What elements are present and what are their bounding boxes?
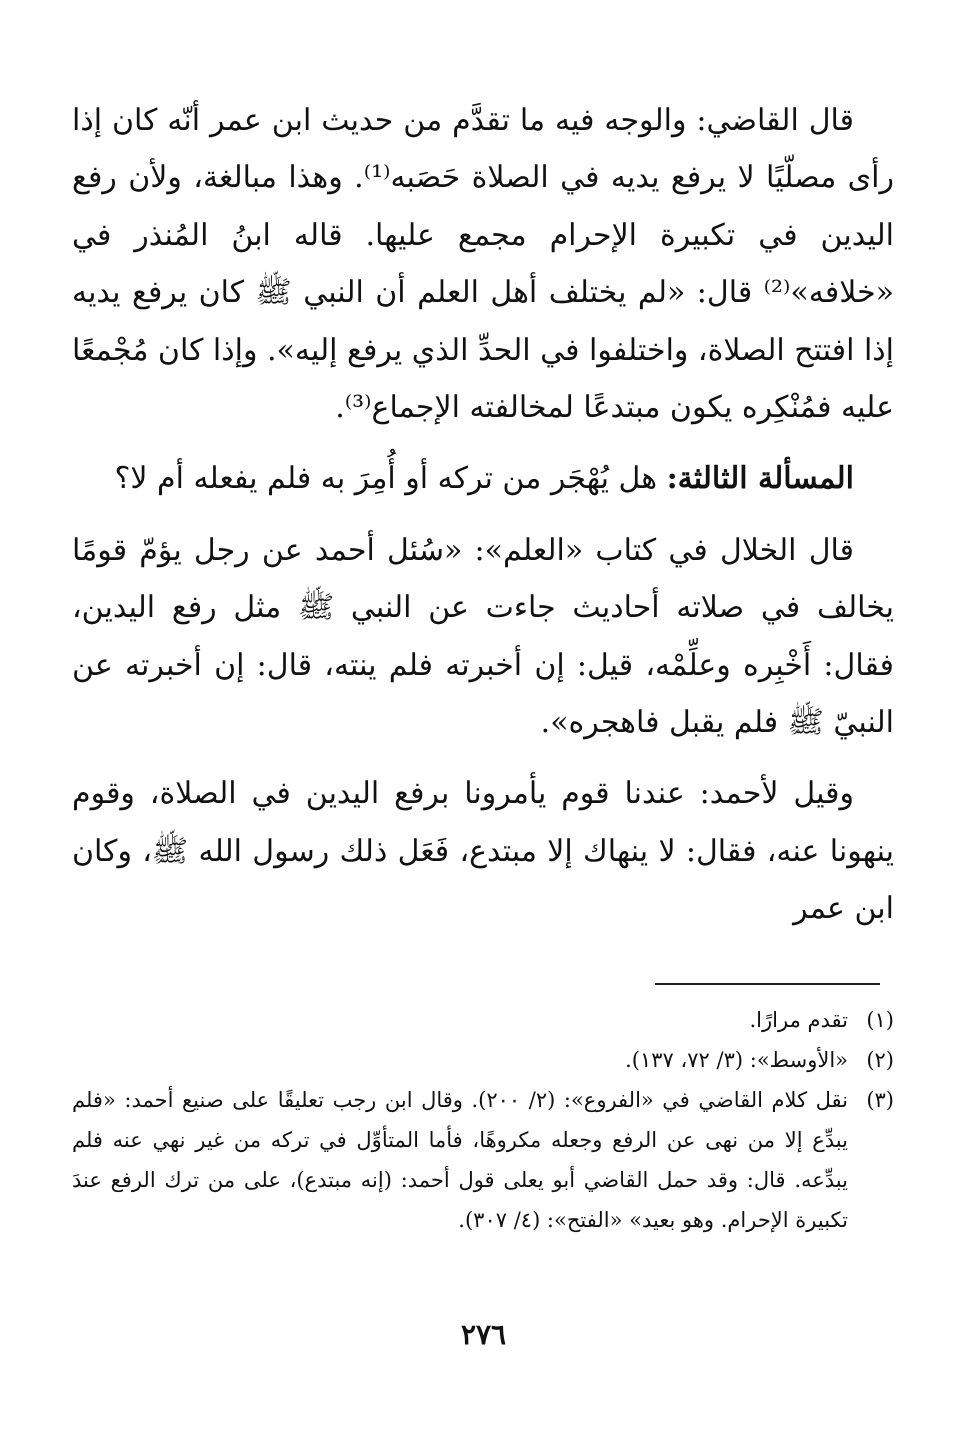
- footnotes: [72, 1000, 894, 1240]
- paragraph-3: وقيل لأحمد: عندنا قوم يأمرونا برفع اليدين في الصلاة، وقوم ينهونا عنه، فقال: لا ينهاك إلا مبتدع، فَعَل ذلك رسول الله ﷺ، وكان ابن عمر: [72, 776, 894, 927]
- main-text: [72, 92, 894, 938]
- footnote-separator: [655, 983, 880, 985]
- footnote-text: «الأوسط»: (٣/ ٧٢، ١٣٧).: [625, 1048, 848, 1072]
- heading-text: هل يُهْجَر من تركه أو أُمِرَ به فلم يفعله أم لا؟: [114, 461, 667, 497]
- section-heading: [72, 450, 894, 507]
- footnote-3: [72, 1080, 894, 1240]
- footnote-number: (١): [866, 1008, 894, 1032]
- footnote-2: [72, 1040, 894, 1080]
- footnote-text: تقدم مرارًا.: [749, 1008, 848, 1032]
- paragraph-1: قال القاضي: والوجه فيه ما تقدَّم من حديث ابن عمر أنّه كان إذا رأى مصلّيًا لا يرفع يديه في الصلاة حَصَبه⁽¹⁾. وهذا مبالغة، ولأن رفع اليدين في تكبيرة الإحرام مجمع عليها. قاله ابنُ المُنذر في «خلافه»⁽²⁾ قال: «لم يختلف أهل العلم أن النبي ﷺ كان يرفع يديه إذا افتتح الصلاة، واختلفوا في الحدِّ الذي يرفع إليه». وإذا كان مُجْمعًا عليه فمُنْكِره يكون مبتدعًا لمخالفته الإجماع⁽³⁾.: [72, 103, 894, 426]
- footnote-number: (٣): [866, 1088, 894, 1112]
- paragraph-2: قال الخلال في كتاب «العلم»: «سُئل أحمد عن رجل يؤمّ قومًا يخالف في صلاته أحاديث جاءت عن النبي ﷺ مثل رفع اليدين، فقال: أَخْبِره وعلِّمْه، قيل: إن أخبرته فلم ينته، قال: إن أخبرته عن النبيّ ﷺ فلم يقبل فاهجره».: [72, 532, 894, 741]
- footnote-number: (٢): [866, 1048, 894, 1072]
- page-number: ٢٧٦: [460, 1318, 507, 1351]
- footnote-1: [72, 1000, 894, 1040]
- footnote-text: نقل كلام القاضي في «الفروع»: (٢/ ٢٠٠). وقال ابن رجب تعليقًا على صنيع أحمد: «فلم يبدِّع إلا من نهى عن الرفع وجعله مكروهًا، فأما المتأوِّل في تركه من غير نهي عنه فلم يبدِّعه. قال: وقد حمل القاضي أبو يعلى قول أحمد: (إنه مبتدع)، على من ترك الرفع عندَ تكبيرة الإحرام. وهو بعيد» «الفتح»: (٤/ ٣٠٧).: [72, 1088, 848, 1232]
- heading-label: المسألة الثالثة:: [666, 461, 854, 497]
